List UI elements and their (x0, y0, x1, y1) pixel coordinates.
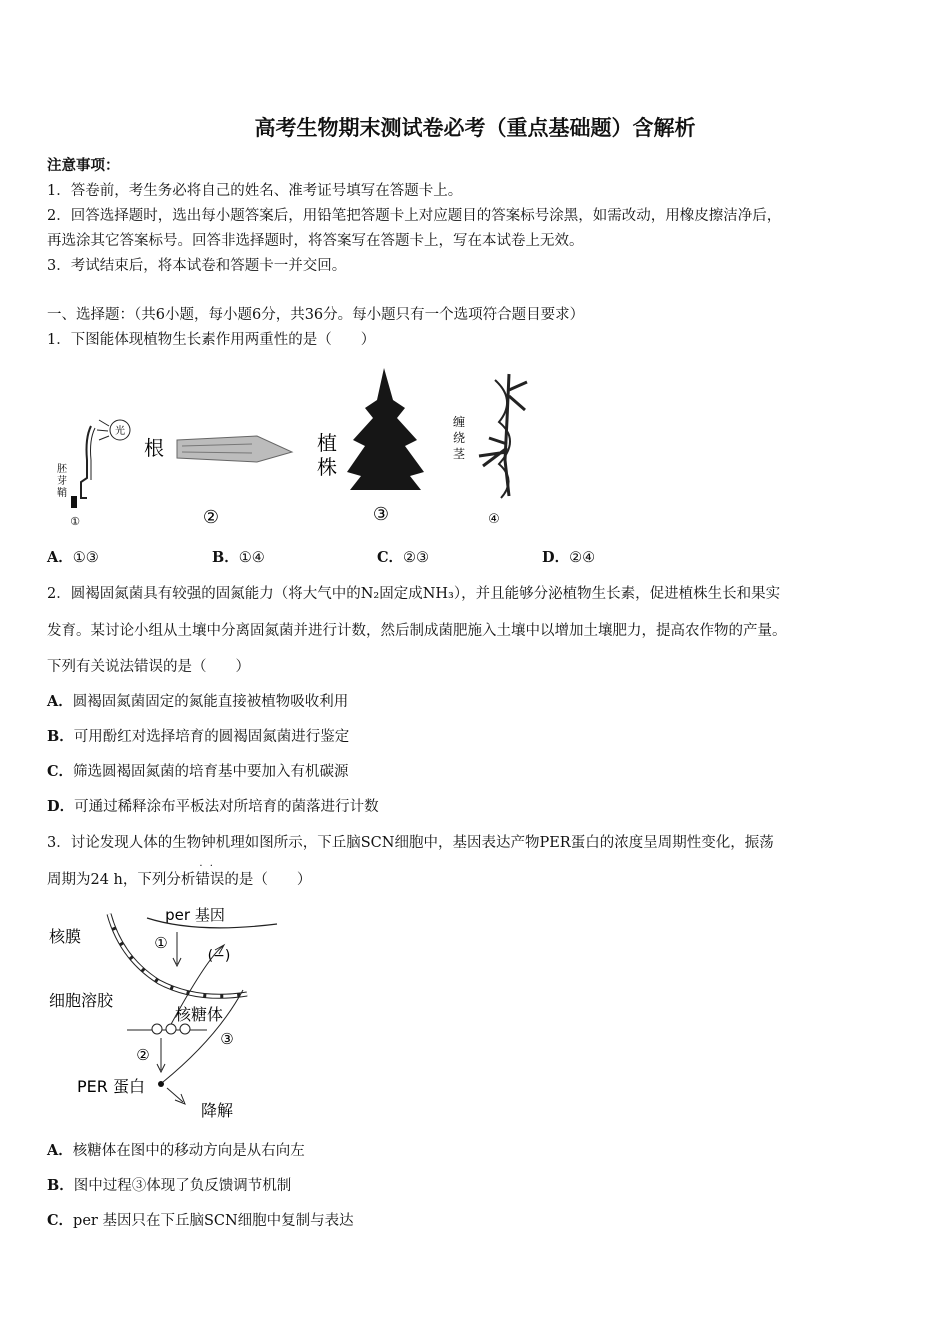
q1-stem: 1．下图能体现植物生长素作用两重性的是（ ） (47, 332, 376, 348)
process-2-label: ② (136, 1046, 150, 1064)
notice-item: 3．考试结束后，将本试卷和答题卡一并交回。 (47, 258, 347, 274)
root-label: 根 (144, 436, 164, 460)
q3-option-c: C．per 基因只在下丘脑SCN细胞中复制与表达 (47, 1212, 354, 1229)
q1-option-d: D．②④ (542, 549, 596, 566)
q2-option-d: D．可通过稀释涂布平板法对所培育的菌落进行计数 (47, 798, 379, 815)
stem-label-2: 绕 (453, 431, 466, 445)
gene-label: per 基因 (165, 906, 225, 924)
root-figure (144, 436, 292, 528)
stem-label-3: 茎 (453, 447, 466, 461)
stem-label-1: 缠 (453, 415, 466, 429)
q1-option-c: C．②③ (377, 549, 430, 566)
coleoptile-label-1: 胚 (57, 464, 67, 475)
q3-option-a: A．核糖体在图中的移动方向是从右向左 (47, 1142, 305, 1159)
degrade-label: 降解 (201, 1101, 234, 1120)
q2-stem: 下列有关说法错误的是（ ） (47, 659, 250, 675)
q1-option-b: B．①④ (212, 549, 265, 566)
twining-stem-figure (453, 374, 527, 527)
q3-stem: 周期为24 h，下列分析· · 错误的是（ ） (47, 868, 311, 889)
section-heading: 一、选择题：（共6小题，每小题6分，共36分。每小题只有一个选项符合题目要求） (47, 307, 585, 323)
notice-item: 2．回答选择题时，选出每小题答案后，用铅笔把答题卡上对应题目的答案标号涂黑，如需改动，用橡皮擦洁净后， (47, 208, 782, 224)
plant-label-2: 株 (317, 455, 337, 479)
figure-number: ② (202, 507, 220, 528)
ribosome-label: 核糖体 (175, 1005, 224, 1024)
plant-label-1: 植 (317, 431, 337, 455)
q3-option-b: B．图中过程③体现了负反馈调节机制 (47, 1177, 292, 1194)
negative-feedback-label: (−) (207, 948, 231, 964)
membrane-label: 核膜 (49, 927, 82, 946)
q2-stem: 2．圆褐固氮菌具有较强的固氮能力（将大气中的N₂固定成NH₃），并且能够分泌植物生长素，促进植株生长和果实 (47, 586, 781, 602)
process-1-label: ① (154, 934, 168, 952)
q3-stem: 3．讨论发现人体的生物钟机理如图所示，下丘脑SCN细胞中，基因表达产物PER蛋白的浓度呈周期性变化，振荡 (47, 835, 774, 851)
notice-heading: 注意事项： (47, 157, 120, 174)
per-protein-label: PER 蛋白 (77, 1077, 145, 1096)
figure-number: ③ (372, 504, 390, 525)
figure-number: ④ (488, 512, 500, 527)
q2-option-b: B．可用酚红对选择培育的圆褐固氮菌进行鉴定 (47, 728, 350, 745)
emphasis-text: · · 错误 (195, 872, 224, 888)
coleoptile-label-2: 芽 (57, 476, 67, 487)
q2-option-c: C．筛选圆褐固氮菌的培育基中要加入有机碳源 (47, 763, 349, 780)
q1-figure (47, 360, 547, 530)
q1-option-a: A．①③ (47, 549, 99, 566)
cytosol-label: 细胞溶胶 (49, 991, 114, 1010)
coleoptile-label-3: 鞘 (57, 488, 67, 499)
plant-figure (317, 368, 424, 525)
process-3-label: ③ (220, 1030, 234, 1048)
notice-item: 再选涂其它答案标号。回答非选择题时，将答案写在答题卡上，写在本试卷上无效。 (47, 233, 584, 249)
coleoptile-figure (57, 420, 130, 528)
q3-figure (47, 898, 287, 1126)
light-label: 光 (115, 426, 125, 437)
q2-stem: 发育。某讨论小组从土壤中分离固氮菌并进行计数，然后制成菌肥施入土壤中以增加土壤肥力，提高农作物的产量。 (47, 623, 787, 639)
notice-item: 1．答卷前，考生务必将自己的姓名、准考证号填写在答题卡上。 (47, 183, 463, 199)
figure-number: ① (70, 515, 80, 528)
q2-option-a: A．圆褐固氮菌固定的氮能直接被植物吸收利用 (47, 693, 349, 710)
page-title: 高考生物期末测试卷必考（重点基础题）含解析 (254, 116, 696, 140)
